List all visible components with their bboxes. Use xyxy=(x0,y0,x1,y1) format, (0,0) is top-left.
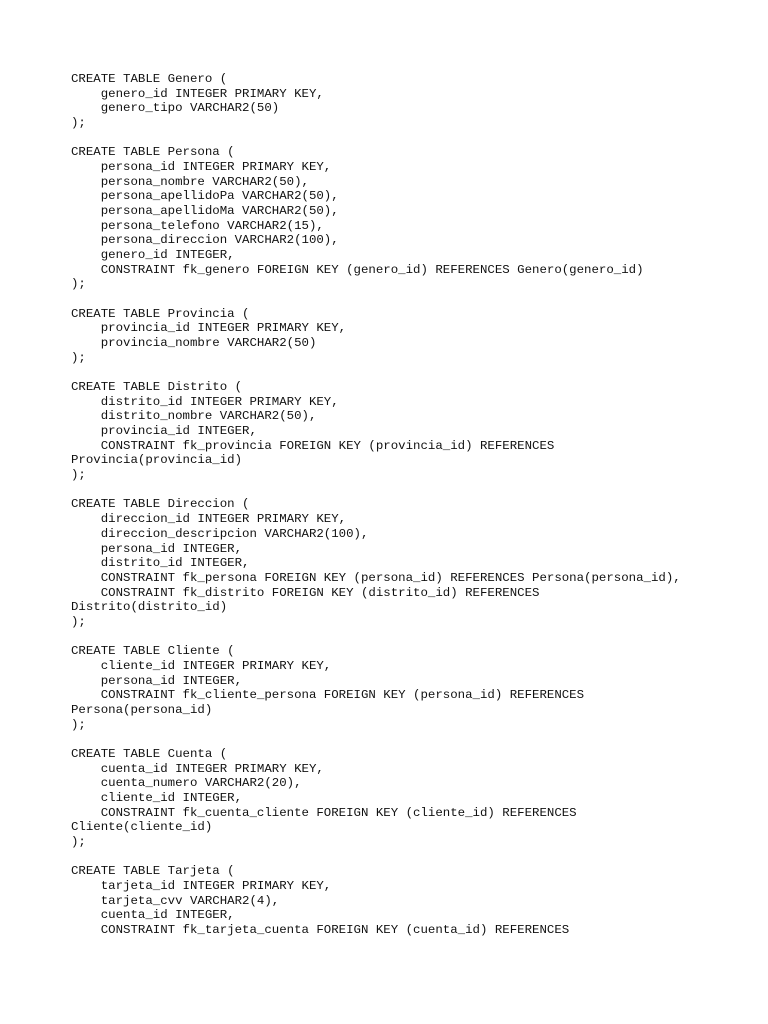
code-line: Provincia(provincia_id) xyxy=(71,453,243,468)
code-line: ); xyxy=(71,614,86,629)
code-line: CREATE TABLE Direccion ( xyxy=(71,497,250,512)
code-line: cuenta_id INTEGER, xyxy=(71,908,235,923)
code-line xyxy=(71,131,681,146)
code-line: provincia_id INTEGER, xyxy=(71,424,257,439)
code-line: direccion_id INTEGER PRIMARY KEY, xyxy=(71,512,347,527)
code-line: distrito_id INTEGER, xyxy=(71,556,250,571)
code-line: Cliente(cliente_id) xyxy=(71,820,213,835)
code-line: Distrito(distrito_id) xyxy=(71,600,228,615)
code-line: cuenta_id INTEGER PRIMARY KEY, xyxy=(71,761,324,776)
code-line: ); xyxy=(71,116,86,131)
code-line: cuenta_numero VARCHAR2(20), xyxy=(71,776,302,791)
code-line: CREATE TABLE Cliente ( xyxy=(71,644,235,659)
code-line: ); xyxy=(71,468,86,483)
sql-code-block xyxy=(71,72,681,938)
code-line: distrito_id INTEGER PRIMARY KEY, xyxy=(71,394,339,409)
code-line xyxy=(71,365,681,380)
code-line: ); xyxy=(71,834,86,849)
code-line: CREATE TABLE Provincia ( xyxy=(71,306,250,321)
code-line xyxy=(71,732,681,747)
code-line: ); xyxy=(71,717,86,732)
code-line: ); xyxy=(71,277,86,292)
code-line xyxy=(71,630,681,645)
code-line: persona_nombre VARCHAR2(50), xyxy=(71,174,309,189)
code-line: provincia_id INTEGER PRIMARY KEY, xyxy=(71,321,347,336)
code-line: direccion_descripcion VARCHAR2(100), xyxy=(71,526,369,541)
code-line: Persona(persona_id) xyxy=(71,702,213,717)
code-line: CREATE TABLE Tarjeta ( xyxy=(71,864,235,879)
code-line: persona_id INTEGER, xyxy=(71,541,243,556)
code-line xyxy=(71,483,681,498)
code-line xyxy=(71,850,681,865)
code-line: CONSTRAINT fk_tarjeta_cuenta FOREIGN KEY (cuenta_id) REFERENCES xyxy=(71,922,570,937)
code-line: CREATE TABLE Genero ( xyxy=(71,72,228,86)
code-line xyxy=(71,292,681,307)
code-line: CREATE TABLE Distrito ( xyxy=(71,380,243,395)
code-line: persona_apellidoMa VARCHAR2(50), xyxy=(71,204,339,219)
code-line: tarjeta_cvv VARCHAR2(4), xyxy=(71,893,280,908)
code-line: provincia_nombre VARCHAR2(50) xyxy=(71,336,317,351)
code-line: ); xyxy=(71,350,86,365)
code-line: cliente_id INTEGER PRIMARY KEY, xyxy=(71,658,332,673)
code-line: cliente_id INTEGER, xyxy=(71,790,243,805)
code-line: CONSTRAINT fk_genero FOREIGN KEY (genero_id) REFERENCES Genero(genero_id) xyxy=(71,262,644,277)
code-line: CREATE TABLE Persona ( xyxy=(71,145,235,160)
code-line: genero_tipo VARCHAR2(50) xyxy=(71,101,280,116)
code-line: CONSTRAINT fk_distrito FOREIGN KEY (distrito_id) REFERENCES xyxy=(71,585,540,600)
code-line: persona_id INTEGER PRIMARY KEY, xyxy=(71,160,332,175)
code-line: CONSTRAINT fk_cuenta_cliente FOREIGN KEY (cliente_id) REFERENCES xyxy=(71,805,577,820)
code-line: CONSTRAINT fk_provincia FOREIGN KEY (provincia_id) REFERENCES xyxy=(71,438,555,453)
code-line: persona_telefono VARCHAR2(15), xyxy=(71,218,324,233)
code-line: persona_direccion VARCHAR2(100), xyxy=(71,233,339,248)
code-line: CONSTRAINT fk_cliente_persona FOREIGN KEY (persona_id) REFERENCES xyxy=(71,688,585,703)
code-line: CREATE TABLE Cuenta ( xyxy=(71,746,228,761)
code-line: tarjeta_id INTEGER PRIMARY KEY, xyxy=(71,878,332,893)
code-line: CONSTRAINT fk_persona FOREIGN KEY (persona_id) REFERENCES Persona(persona_id), xyxy=(71,570,681,585)
code-line: persona_apellidoPa VARCHAR2(50), xyxy=(71,189,339,204)
code-line: persona_id INTEGER, xyxy=(71,673,243,688)
code-line: genero_id INTEGER, xyxy=(71,248,235,263)
code-line: genero_id INTEGER PRIMARY KEY, xyxy=(71,86,324,101)
code-line: distrito_nombre VARCHAR2(50), xyxy=(71,409,317,424)
